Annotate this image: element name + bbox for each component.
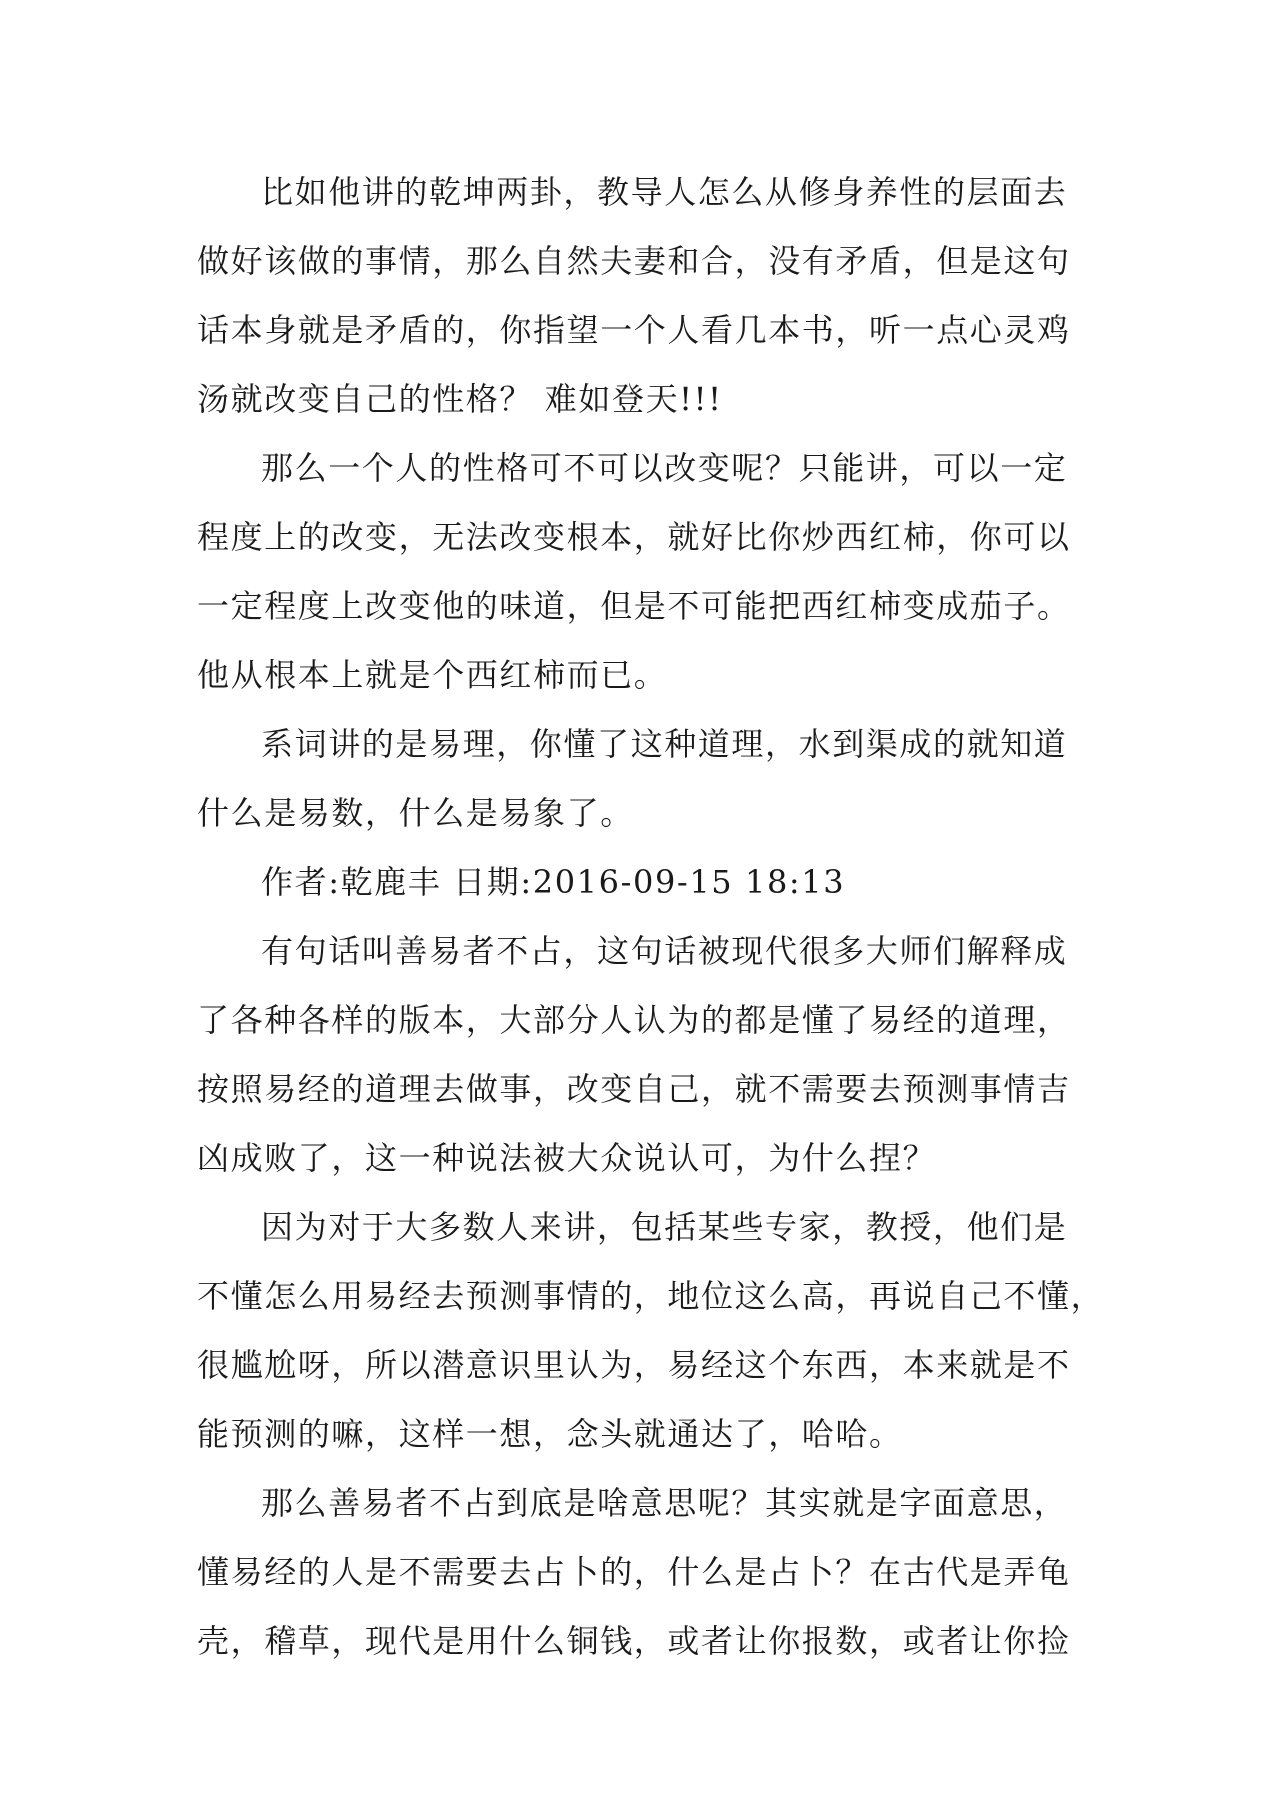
paragraph-6-line-2: 懂易经的人是不需要去占卜的，什么是占卜？在古代是弄龟 xyxy=(197,1553,1071,1591)
paragraph-1-line-3: 话本身就是矛盾的，你指望一个人看几本书，听一点心灵鸡 xyxy=(197,311,1071,349)
paragraph-2-line-1: 那么一个人的性格可不可以改变呢？只能讲，可以一定 xyxy=(261,449,1068,487)
paragraph-1-line-2: 做好该做的事情，那么自然夫妻和合，没有矛盾，但是这句 xyxy=(197,242,1071,280)
document-body xyxy=(197,158,1105,1676)
paragraph-4-line-3: 按照易经的道理去做事，改变自己，就不需要去预测事情吉 xyxy=(197,1070,1071,1108)
paragraph-4-line-2: 了各种各样的版本，大部分人认为的都是懂了易经的道理， xyxy=(197,1001,1071,1039)
paragraph-1-line-1: 比如他讲的乾坤两卦，教导人怎么从修身养性的层面去 xyxy=(261,173,1068,211)
paragraph-2-line-3: 一定程度上改变他的味道，但是不可能把西红柿变成茄子。 xyxy=(197,587,1071,625)
paragraph-3-line-1: 系词讲的是易理，你懂了这种道理，水到渠成的就知道 xyxy=(261,725,1068,763)
paragraph-2-line-4: 他从根本上就是个西红柿而已。 xyxy=(197,656,668,694)
author-date-line: 作者:乾鹿丰 日期:2016-09-15 18:13 xyxy=(261,863,846,901)
paragraph-4-line-4: 凶成败了，这一种说法被大众说认可，为什么捏？ xyxy=(197,1139,937,1177)
paragraph-5-line-1: 因为对于大多数人来讲，包括某些专家，教授，他们是 xyxy=(261,1208,1068,1246)
paragraph-2-line-2: 程度上的改变，无法改变根本，就好比你炒西红柿，你可以 xyxy=(197,518,1071,556)
paragraph-1-line-4: 汤就改变自己的性格？ 难如登天!!! xyxy=(197,380,723,418)
paragraph-5-line-4: 能预测的嘛，这样一想，念头就通达了，哈哈。 xyxy=(197,1415,903,1453)
paragraph-6-line-1: 那么善易者不占到底是啥意思呢？其实就是字面意思， xyxy=(261,1484,1068,1522)
paragraph-5-line-3: 很尴尬呀，所以潜意识里认为，易经这个东西，本来就是不 xyxy=(197,1346,1071,1384)
paragraph-5-line-2: 不懂怎么用易经去预测事情的，地位这么高，再说自己不懂， xyxy=(197,1277,1105,1315)
paragraph-3-line-2: 什么是易数，什么是易象了。 xyxy=(197,794,634,832)
paragraph-4-line-1: 有句话叫善易者不占，这句话被现代很多大师们解释成 xyxy=(261,932,1068,970)
paragraph-6-line-3: 壳，稽草，现代是用什么铜钱，或者让你报数，或者让你捡 xyxy=(197,1622,1071,1660)
